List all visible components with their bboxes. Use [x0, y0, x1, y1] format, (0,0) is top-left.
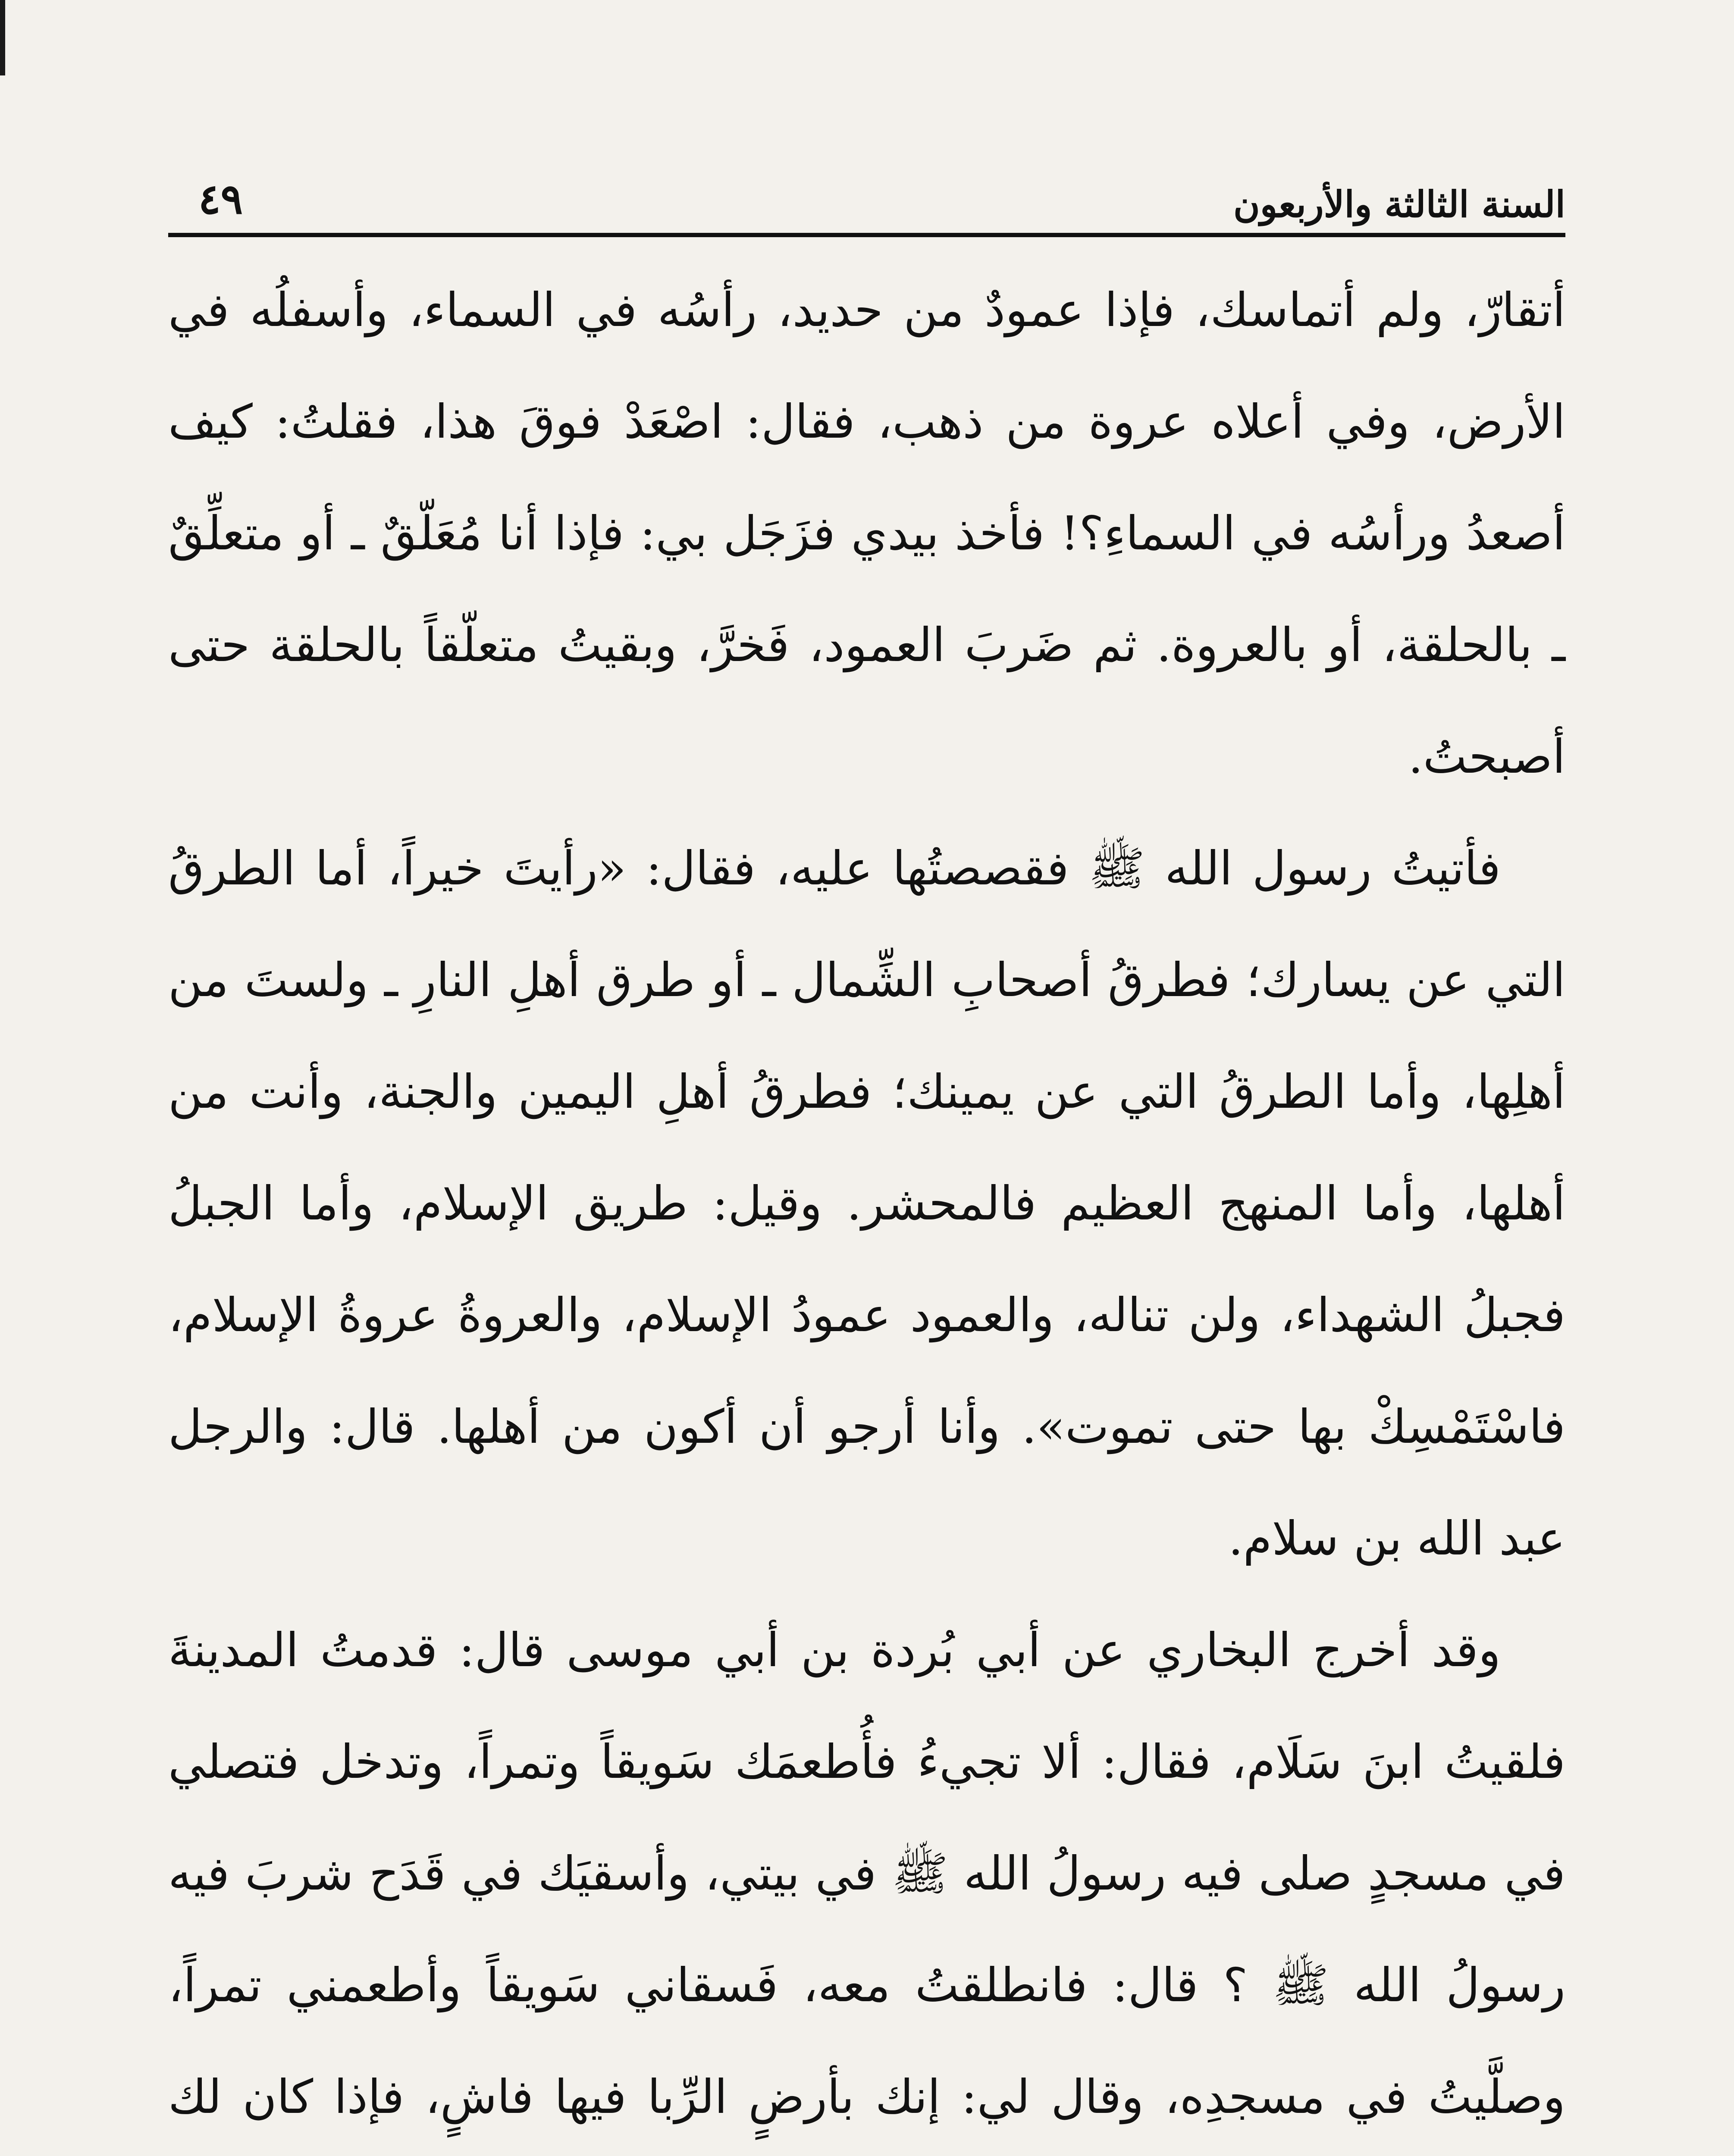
page-number: ٤٩: [198, 175, 243, 223]
body-text: [168, 254, 1565, 2156]
paragraph-2: فأتيتُ رسول الله ﷺ فقصصتُها عليه، فقال: «رأيتَ خيراً، أما الطرقُ التي عن يسارك؛ فطرقُ أصحابِ الشِّمال ـ أو طرق أهلِ النارِ ـ ولستَ من أهلِها، وأما الطرقُ التي عن يمينك؛ فطرقُ أهلِ اليمين والجنة، وأنت من أهلها، وأما المنهج العظيم فالمحشر. وقيل: طريق الإسلام، وأما الجبلُ فجبلُ الشهداء، ولن تناله، والعمود عمودُ الإسلام، والعروةُ عروةُ الإسلام، فاسْتَمْسِكْ بها حتى تموت». وأنا أرجو أن أكون من أهلها. قال: والرجل عبد الله بن سلام.: [168, 842, 1565, 1566]
book-page: [168, 142, 1565, 2156]
running-title: السنة الثالثة والأربعون: [1233, 183, 1565, 226]
scan-edge-mark: [0, 0, 5, 75]
page-header: [168, 142, 1565, 237]
paragraph-1: أتقارّ، ولم أتماسك، فإذا عمودٌ من حديد، رأسُه في السماء، وأسفلُه في الأرض، وفي أعلاه عروة من ذهب، فقال: اصْعَدْ فوقَ هذا، فقلتُ: كيف أصعدُ ورأسُه في السماءِ؟! فأخذ بيدي فزَجَل بي: فإذا أنا مُعَلّقٌ ـ أو متعلِّقٌ ـ بالحلقة، أو بالعروة. ثم ضَربَ العمود، فَخرَّ، وبقيتُ متعلّقاً بالحلقة حتى أصبحتُ.: [168, 283, 1565, 784]
paragraph-3: وقد أخرج البخاري عن أبي بُردة بن أبي موسى قال: قدمتُ المدينةَ فلقيتُ ابنَ سَلَام، فقال: ألا تجيءُ فأُطعمَك سَويقاً وتمراً، وتدخل فتصلي في مسجدٍ صلى فيه رسولُ الله ﷺ في بيتي، وأسقيَك في قَدَح شربَ فيه رسولُ الله ﷺ ؟ قال: فانطلقتُ معه، فَسقاني سَويقاً وأطعمني تمراً، وصلَّيتُ في مسجدِه، وقال لي: إنك بأرضٍ الرِّبا فيها فاشٍ، فإذا كان لك: [168, 1623, 1565, 2124]
